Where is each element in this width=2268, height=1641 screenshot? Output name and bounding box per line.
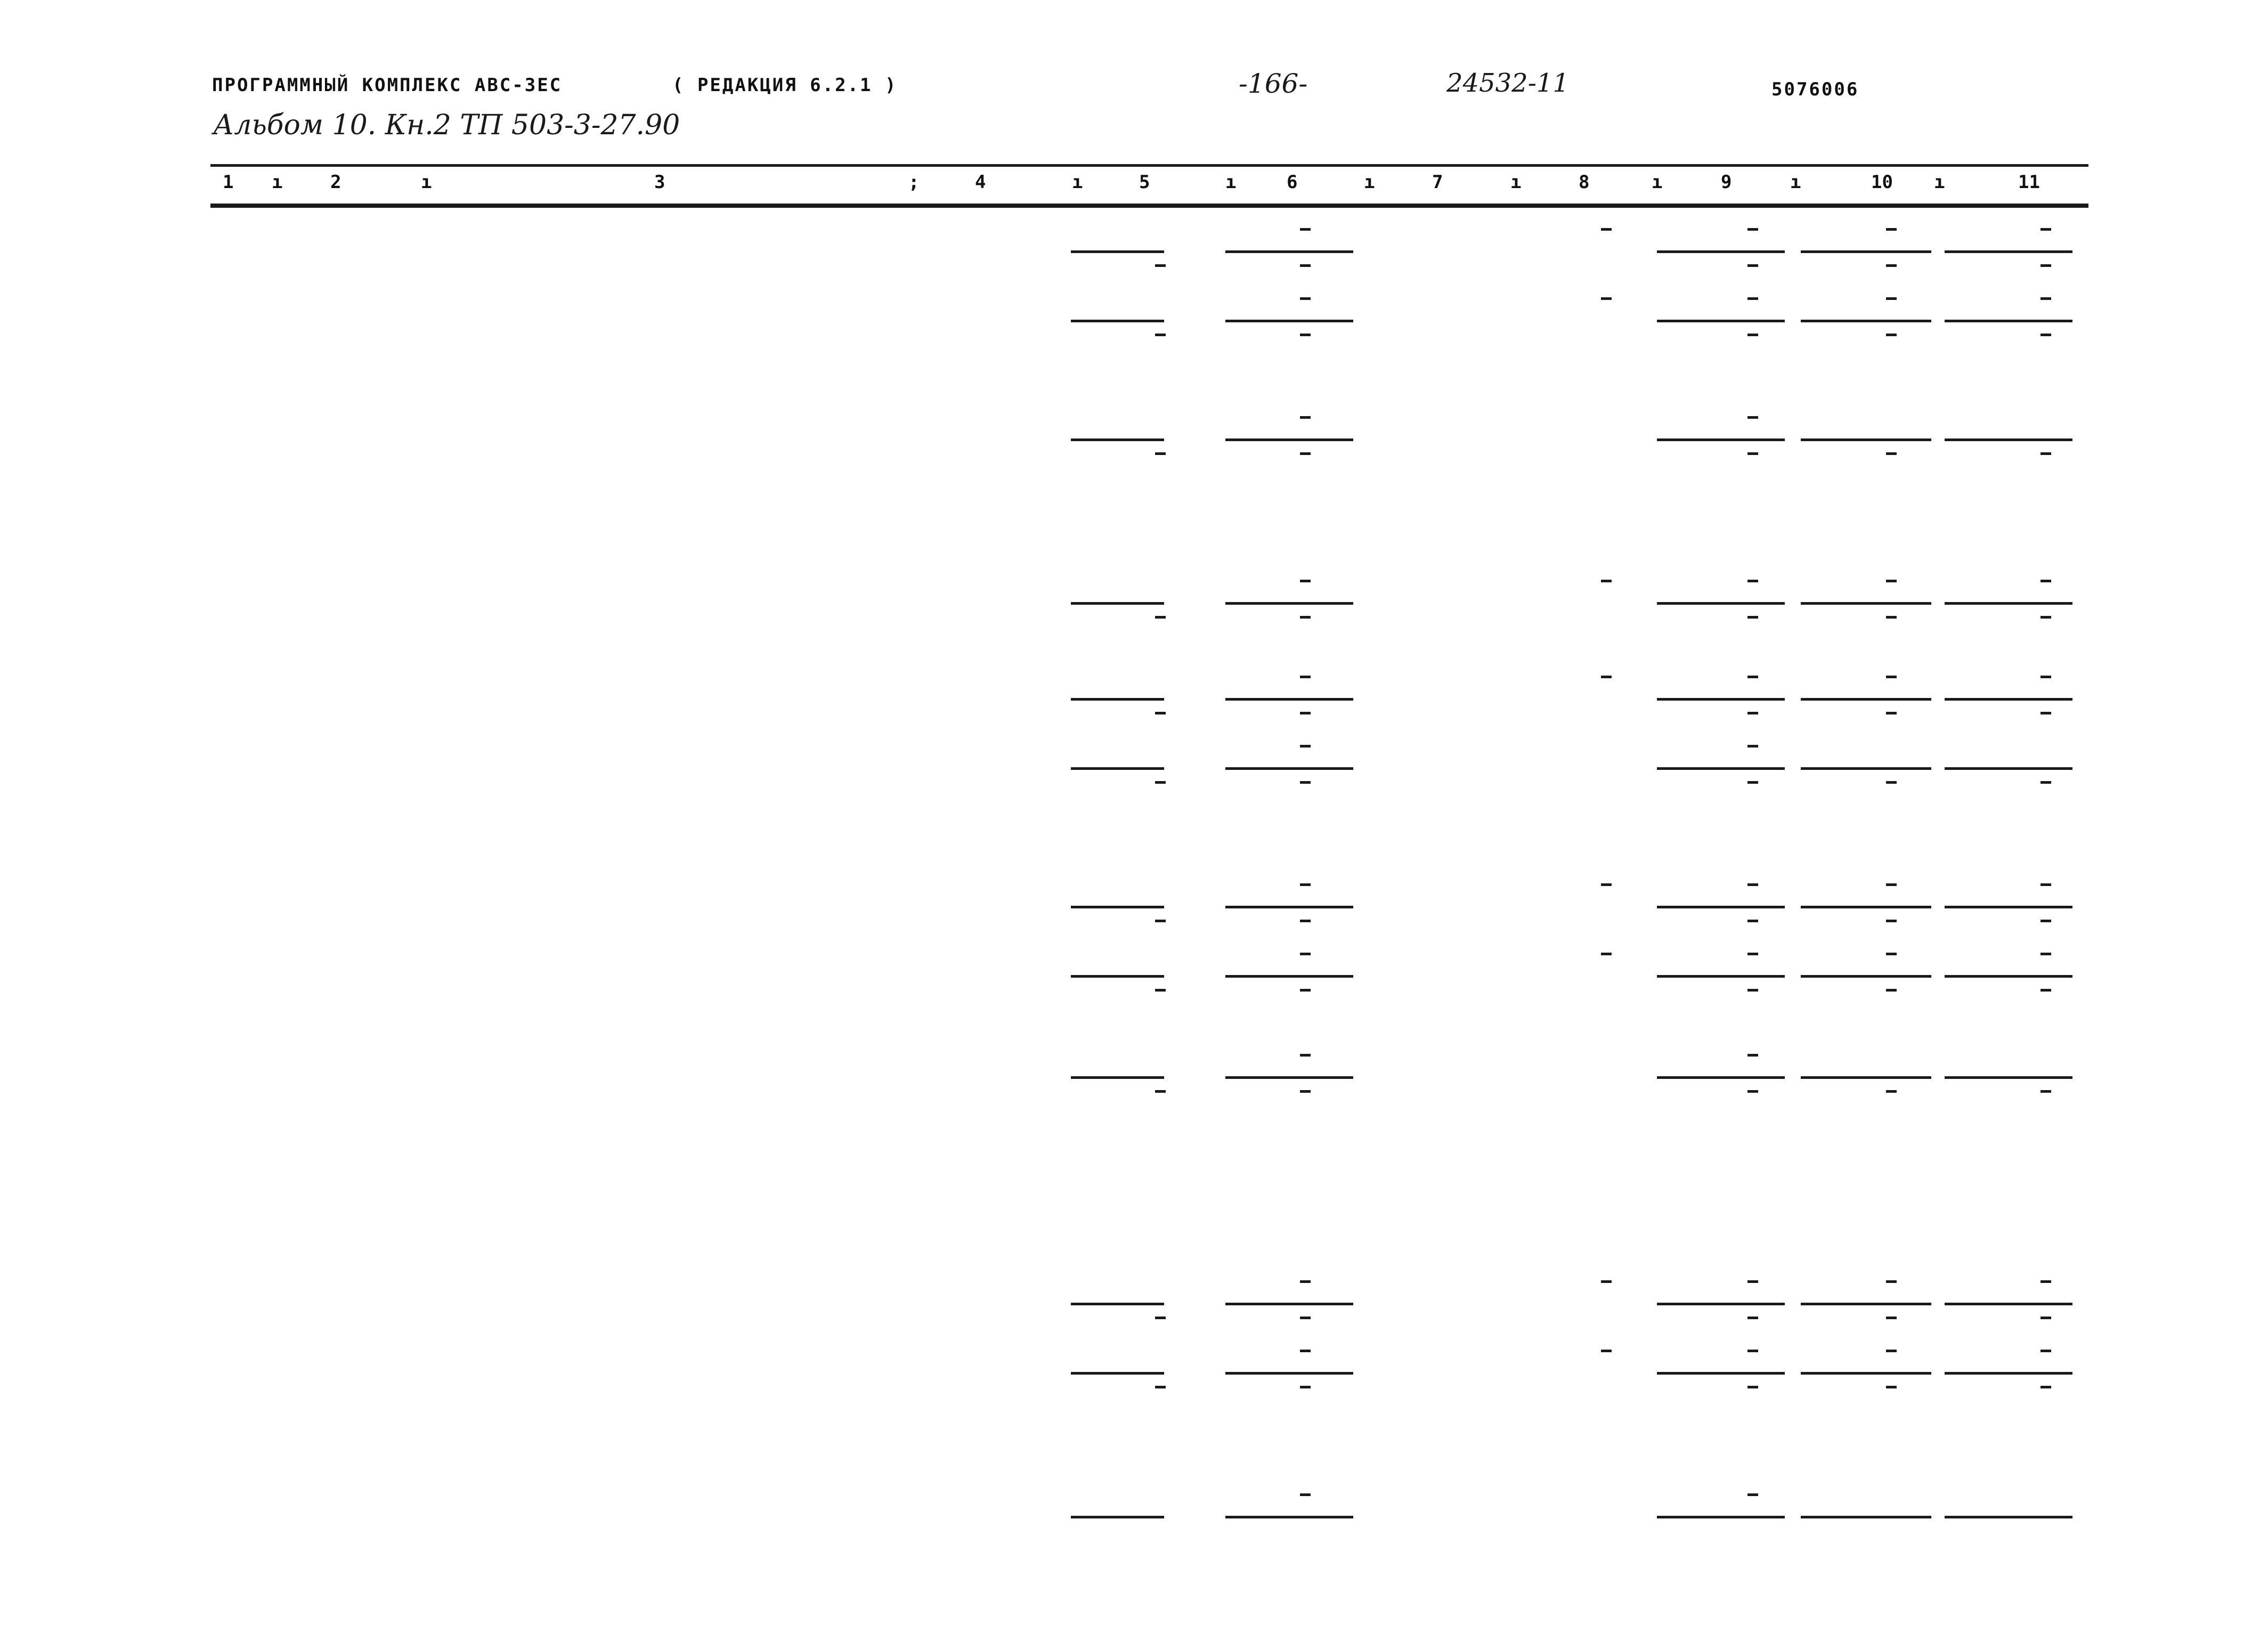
column-separator: ı — [1934, 172, 1945, 193]
value-underline — [1657, 250, 1785, 253]
empty-value-dash — [2041, 1090, 2051, 1093]
column-number-10: 10 — [1871, 172, 1893, 193]
column-number-5: 5 — [1139, 172, 1150, 193]
empty-value-dash — [1300, 712, 1311, 714]
column-number-9: 9 — [1721, 172, 1732, 193]
value-underline — [1225, 1303, 1353, 1305]
value-underline — [1801, 698, 1931, 701]
empty-value-dash — [1886, 297, 1897, 300]
value-underline — [1945, 250, 2072, 253]
empty-value-dash — [1300, 580, 1311, 582]
column-separator: ı — [1652, 172, 1663, 193]
value-underline — [1945, 320, 2072, 322]
empty-value-dash — [1886, 452, 1897, 455]
empty-value-dash — [1886, 1350, 1897, 1352]
empty-value-dash — [1747, 1090, 1758, 1093]
empty-value-dash — [2041, 1280, 2051, 1283]
value-underline — [1657, 698, 1785, 701]
empty-value-dash — [1300, 228, 1311, 231]
value-underline — [1801, 1303, 1931, 1305]
empty-value-dash — [2041, 1350, 2051, 1352]
value-underline — [1657, 1372, 1785, 1375]
empty-value-dash — [1747, 616, 1758, 619]
value-underline — [1801, 975, 1931, 978]
value-underline — [1945, 767, 2072, 770]
value-underline — [1071, 975, 1164, 978]
value-underline — [1945, 1076, 2072, 1079]
column-separator: ; — [908, 172, 920, 193]
value-underline — [1657, 438, 1785, 441]
empty-value-dash — [1300, 1493, 1311, 1496]
empty-value-dash — [2041, 1386, 2051, 1388]
value-underline — [1071, 320, 1164, 322]
column-number-11: 11 — [2018, 172, 2040, 193]
column-number-2: 2 — [330, 172, 342, 193]
value-underline — [1801, 906, 1931, 908]
empty-value-dash — [1155, 1386, 1166, 1388]
empty-value-dash — [1300, 1386, 1311, 1388]
empty-value-dash — [1886, 953, 1897, 955]
empty-value-dash — [2041, 953, 2051, 955]
empty-value-dash — [1300, 452, 1311, 455]
empty-value-dash — [2041, 264, 2051, 267]
empty-value-dash — [1747, 452, 1758, 455]
value-underline — [1801, 1372, 1931, 1375]
empty-value-dash — [1601, 883, 1612, 886]
column-separator: ı — [272, 172, 283, 193]
empty-value-dash — [1747, 712, 1758, 714]
empty-value-dash — [1886, 1317, 1897, 1319]
document-code: 24532-11 — [1446, 68, 1569, 98]
value-underline — [1945, 975, 2072, 978]
value-underline — [1225, 320, 1353, 322]
empty-value-dash — [1300, 745, 1311, 748]
empty-value-dash — [1155, 989, 1166, 992]
value-underline — [1801, 1076, 1931, 1079]
column-number-7: 7 — [1432, 172, 1443, 193]
column-number-6: 6 — [1287, 172, 1298, 193]
empty-value-dash — [2041, 989, 2051, 992]
empty-value-dash — [1886, 676, 1897, 678]
value-underline — [1657, 906, 1785, 908]
page-number: -166- — [1239, 68, 1308, 99]
empty-value-dash — [2041, 712, 2051, 714]
empty-value-dash — [1747, 676, 1758, 678]
value-underline — [1225, 1516, 1353, 1518]
empty-value-dash — [1155, 452, 1166, 455]
empty-value-dash — [1886, 920, 1897, 922]
empty-value-dash — [1886, 712, 1897, 714]
empty-value-dash — [1747, 1386, 1758, 1388]
empty-value-dash — [1601, 580, 1612, 582]
empty-value-dash — [1747, 883, 1758, 886]
value-underline — [1945, 906, 2072, 908]
empty-value-dash — [1886, 1090, 1897, 1093]
value-underline — [1071, 1516, 1164, 1518]
empty-value-dash — [1601, 297, 1612, 300]
column-separator: ı — [1790, 172, 1801, 193]
value-underline — [1801, 438, 1931, 441]
value-underline — [1071, 767, 1164, 770]
column-separator: ı — [1510, 172, 1522, 193]
empty-value-dash — [1300, 953, 1311, 955]
value-underline — [1945, 1372, 2072, 1375]
empty-value-dash — [1300, 781, 1311, 784]
value-underline — [1071, 250, 1164, 253]
value-underline — [1225, 1076, 1353, 1079]
empty-value-dash — [1747, 920, 1758, 922]
empty-value-dash — [1300, 616, 1311, 619]
empty-value-dash — [2041, 452, 2051, 455]
empty-value-dash — [1300, 1350, 1311, 1352]
value-underline — [1657, 975, 1785, 978]
header-top-rule — [210, 164, 2088, 167]
empty-value-dash — [1886, 883, 1897, 886]
column-number-8: 8 — [1579, 172, 1590, 193]
serial-number: 5076006 — [1771, 79, 1859, 100]
empty-value-dash — [1601, 676, 1612, 678]
empty-value-dash — [2041, 228, 2051, 231]
empty-value-dash — [1300, 1090, 1311, 1093]
empty-value-dash — [1300, 416, 1311, 419]
empty-value-dash — [2041, 1317, 2051, 1319]
value-underline — [1657, 1076, 1785, 1079]
empty-value-dash — [2041, 883, 2051, 886]
column-number-1: 1 — [223, 172, 234, 193]
empty-value-dash — [1886, 334, 1897, 336]
album-reference: Альбом 10. Кн.2 ТП 503-3-27.90 — [213, 109, 680, 141]
column-number-3: 3 — [654, 172, 665, 193]
empty-value-dash — [1300, 334, 1311, 336]
value-underline — [1225, 602, 1353, 605]
empty-value-dash — [1300, 989, 1311, 992]
value-underline — [1801, 767, 1931, 770]
empty-value-dash — [1747, 580, 1758, 582]
empty-value-dash — [1886, 989, 1897, 992]
empty-value-dash — [2041, 580, 2051, 582]
empty-value-dash — [1886, 616, 1897, 619]
value-underline — [1071, 1372, 1164, 1375]
empty-value-dash — [1747, 989, 1758, 992]
empty-value-dash — [1155, 264, 1166, 267]
empty-value-dash — [2041, 676, 2051, 678]
value-underline — [1225, 906, 1353, 908]
empty-value-dash — [1886, 580, 1897, 582]
value-underline — [1657, 1516, 1785, 1518]
empty-value-dash — [1747, 1493, 1758, 1496]
value-underline — [1071, 1303, 1164, 1305]
empty-value-dash — [1747, 953, 1758, 955]
empty-value-dash — [1886, 1386, 1897, 1388]
empty-value-dash — [1300, 297, 1311, 300]
empty-value-dash — [1747, 264, 1758, 267]
empty-value-dash — [1300, 1280, 1311, 1283]
empty-value-dash — [1886, 264, 1897, 267]
empty-value-dash — [1886, 1280, 1897, 1283]
empty-value-dash — [1300, 920, 1311, 922]
value-underline — [1945, 438, 2072, 441]
empty-value-dash — [1155, 1317, 1166, 1319]
empty-value-dash — [1300, 676, 1311, 678]
empty-value-dash — [1747, 1054, 1758, 1057]
value-underline — [1225, 975, 1353, 978]
value-underline — [1801, 1516, 1931, 1518]
empty-value-dash — [1747, 781, 1758, 784]
value-underline — [1225, 250, 1353, 253]
empty-value-dash — [2041, 297, 2051, 300]
value-underline — [1225, 1372, 1353, 1375]
value-underline — [1657, 1303, 1785, 1305]
empty-value-dash — [1155, 1090, 1166, 1093]
empty-value-dash — [1747, 334, 1758, 336]
empty-value-dash — [1601, 1350, 1612, 1352]
header-bottom-rule — [210, 204, 2088, 208]
empty-value-dash — [1747, 1280, 1758, 1283]
empty-value-dash — [1155, 920, 1166, 922]
value-underline — [1071, 602, 1164, 605]
value-underline — [1801, 602, 1931, 605]
value-underline — [1657, 320, 1785, 322]
empty-value-dash — [1747, 745, 1758, 748]
column-separator: ı — [1072, 172, 1083, 193]
empty-value-dash — [1747, 416, 1758, 419]
empty-value-dash — [1155, 712, 1166, 714]
empty-value-dash — [2041, 920, 2051, 922]
value-underline — [1071, 906, 1164, 908]
empty-value-dash — [1155, 616, 1166, 619]
empty-value-dash — [1155, 334, 1166, 336]
empty-value-dash — [1601, 953, 1612, 955]
empty-value-dash — [1747, 297, 1758, 300]
value-underline — [1945, 698, 2072, 701]
empty-value-dash — [1300, 264, 1311, 267]
empty-value-dash — [2041, 334, 2051, 336]
empty-value-dash — [1886, 781, 1897, 784]
value-underline — [1225, 698, 1353, 701]
value-underline — [1071, 698, 1164, 701]
value-underline — [1071, 438, 1164, 441]
program-complex-title: ПРОГРАММНЫЙ КОМПЛЕКС АВС-ЗЕС — [212, 75, 563, 96]
value-underline — [1071, 1076, 1164, 1079]
empty-value-dash — [1747, 1350, 1758, 1352]
value-underline — [1657, 602, 1785, 605]
empty-value-dash — [1300, 1317, 1311, 1319]
edition-label: ( РЕДАКЦИЯ 6.2.1 ) — [672, 75, 898, 96]
empty-value-dash — [1747, 228, 1758, 231]
value-underline — [1801, 250, 1931, 253]
value-underline — [1225, 767, 1353, 770]
empty-value-dash — [1601, 1280, 1612, 1283]
column-separator: ı — [421, 172, 432, 193]
column-separator: ı — [1364, 172, 1375, 193]
column-number-4: 4 — [975, 172, 986, 193]
empty-value-dash — [1601, 228, 1612, 231]
value-underline — [1945, 1303, 2072, 1305]
empty-value-dash — [1886, 228, 1897, 231]
empty-value-dash — [1155, 781, 1166, 784]
value-underline — [1945, 1516, 2072, 1518]
empty-value-dash — [1300, 883, 1311, 886]
column-separator: ı — [1225, 172, 1237, 193]
value-underline — [1657, 767, 1785, 770]
value-underline — [1225, 438, 1353, 441]
value-underline — [1945, 602, 2072, 605]
value-underline — [1801, 320, 1931, 322]
empty-value-dash — [2041, 616, 2051, 619]
empty-value-dash — [2041, 781, 2051, 784]
empty-value-dash — [1300, 1054, 1311, 1057]
empty-value-dash — [1747, 1317, 1758, 1319]
